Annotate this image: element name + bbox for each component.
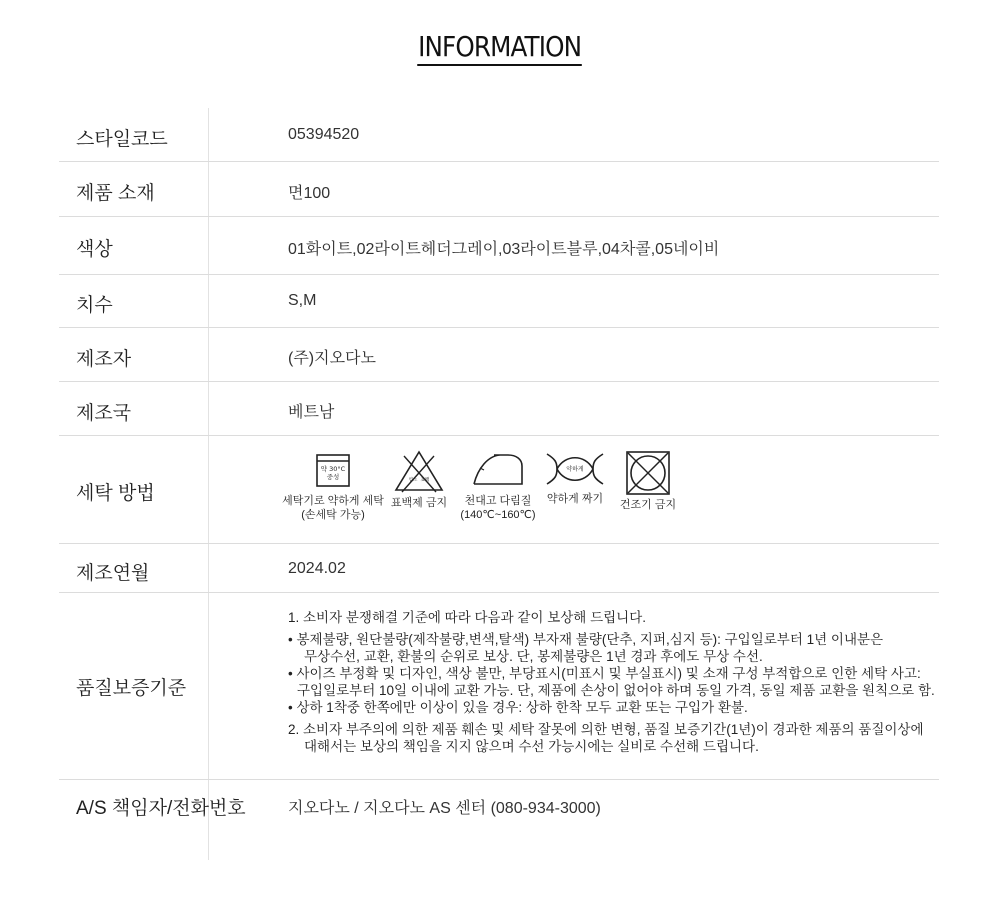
caption-line-1: 표백제 금지 (390, 497, 448, 509)
care-caption-iron (460, 494, 535, 522)
quality-line: 무상수선, 교환, 환불의 순위로 보상. 단, 봉제불량은 1년 경과 후에도 무상 수선. (304, 649, 763, 664)
caption-line-2: (140℃~160℃) (460, 509, 536, 521)
row-size (59, 275, 939, 328)
caption-line-1: 건조기 금지 (619, 499, 677, 511)
iron-icon (470, 450, 526, 490)
row-washing (59, 436, 939, 544)
wring-gently-icon (545, 450, 605, 488)
label-quality: 품질보증기준 (76, 678, 187, 699)
label-style-code: 스타일코드 (76, 129, 168, 150)
care-iron (456, 450, 540, 522)
bleach-text-2: 표백 (420, 478, 430, 483)
care-caption-bleach (391, 496, 447, 510)
value-maker: (주)지오다노 (288, 350, 376, 367)
info-table (59, 108, 939, 860)
care-bleach (384, 450, 454, 510)
wash-temp-text: 약 30°C (320, 465, 346, 473)
care-caption-wring (547, 492, 603, 506)
value-style-code: 05394520 (288, 126, 360, 143)
wash-30-icon (313, 450, 353, 490)
quality-text (288, 609, 938, 755)
row-color (59, 217, 939, 275)
wring-text: 약하게 (566, 466, 584, 473)
quality-line: • 사이즈 부정확 및 디자인, 색상 불만, 부당표시(미표시 및 부실표시) 및 소재 구성 부적합으로 인한 세탁 사고: (288, 666, 921, 681)
value-as: 지오다노 / 지오다노 AS 센터 (080-934-3000) (288, 800, 601, 817)
label-material: 제품 소재 (76, 183, 155, 204)
value-date: 2024.02 (288, 560, 346, 577)
value-color: 01화이트,02라이트헤더그레이,03라이트블루,04차콜,05네이비 (288, 241, 720, 258)
row-style-code (59, 108, 939, 162)
label-size: 치수 (76, 295, 113, 316)
title-text: INFORMATION (418, 30, 583, 66)
quality-line: 구입일로부터 10일 이내에 교환 가능. 단, 제품에 손상이 없어야 하며 동일 가격, 동일 제품 교환을 원칙으로 함. (297, 683, 935, 698)
label-date: 제조연월 (76, 563, 150, 584)
row-quality (59, 593, 939, 780)
quality-line: 2. 소비자 부주의에 의한 제품 훼손 및 세탁 잘못에 의한 변형, 품질 보증기간(1년)이 경과한 제품의 품질이상에 (288, 722, 924, 737)
label-washing: 세탁 방법 (76, 483, 155, 504)
row-date (59, 544, 939, 593)
row-as (59, 780, 939, 860)
care-wash (282, 450, 384, 522)
care-icons (282, 450, 686, 522)
caption-line-2: (손세탁 가능) (301, 509, 365, 521)
quality-line: • 상하 1착중 한쪽에만 이상이 있을 경우: 상하 한착 모두 교환 또는 구입가 환불. (288, 700, 748, 715)
label-maker: 제조자 (76, 349, 132, 370)
care-wring (540, 450, 610, 506)
bleach-text-1: 염소 (408, 478, 418, 483)
caption-line-1: 천대고 다림질 (464, 495, 532, 507)
no-tumble-dry-icon (625, 450, 671, 496)
row-material (59, 162, 939, 217)
value-material: 면100 (288, 185, 331, 202)
row-country (59, 382, 939, 436)
value-country: 베트남 (288, 404, 335, 421)
value-size: S,M (288, 292, 317, 309)
label-as: A/S 책임자/전화번호 (76, 798, 246, 819)
no-bleach-icon (392, 450, 446, 494)
care-caption-dry (620, 498, 676, 512)
care-caption-wash (282, 494, 384, 522)
caption-line-1: 약하게 짜기 (546, 493, 604, 505)
quality-line: 1. 소비자 분쟁해결 기준에 따라 다음과 같이 보상해 드립니다. (288, 610, 646, 625)
care-dry (610, 450, 686, 512)
row-maker (59, 328, 939, 382)
quality-line: • 봉제불량, 원단불량(제작불량,변색,탈색) 부자재 불량(단추, 지퍼,심지 등): 구입일로부터 1년 이내분은 (288, 632, 884, 647)
label-color: 색상 (76, 239, 113, 260)
quality-line: 대해서는 보상의 책임을 지지 않으며 수선 가능시에는 실비로 수선해 드립니다. (304, 739, 759, 754)
page-title (0, 30, 1000, 66)
label-country: 제조국 (76, 403, 132, 424)
caption-line-1: 세탁기로 약하게 세탁 (282, 495, 384, 507)
wash-neutral-text: 중성 (326, 473, 340, 481)
